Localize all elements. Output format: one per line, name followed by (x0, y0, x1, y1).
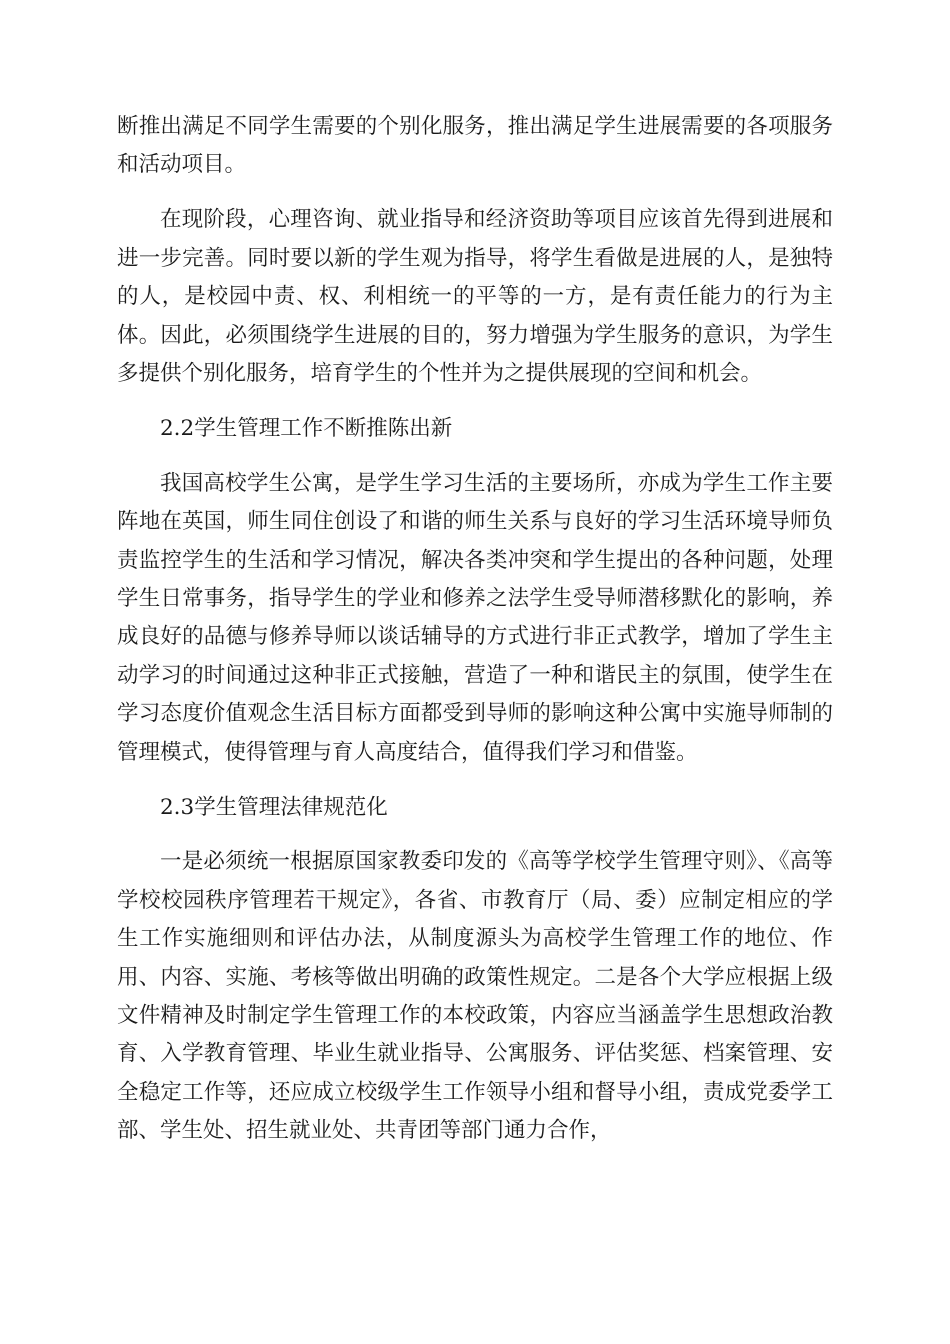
paragraph-continued: 断推出满足不同学生需要的个别化服务，推出满足学生进展需要的各项服务和活动项目。 (117, 114, 833, 178)
section-heading-2-2: 2.2学生管理工作不断推陈出新 (160, 415, 453, 441)
section-heading-2-3: 2.3学生管理法律规范化 (160, 794, 388, 820)
paragraph-law: 一是必须统一根据原国家教委印发的《高等学校学生管理守则》、《高等学校校园秩序管理若干规定》，各省、市教育厅（局、委）应制定相应的学生工作实施细则和评估办法，从制度源头为高校学生管理工作的地位、作用、内容、实施、考核等做出明确的政策性规定。二是各个大学应根据上级文件精神及时制定学生管理工作的本校政策，内容应当涵盖学生思想政治教育、入学教育管理、毕业生就业指导、公寓服务、评估奖惩、档案管理、安全稳定工作等，还应成立校级学生工作领导小组和督导小组，责成党委学工部、学生处、招生就业处、共青团等部门通力合作， (117, 849, 833, 1144)
paragraph-apartment: 我国高校学生公寓，是学生学习生活的主要场所，亦成为学生工作主要阵地在英国，师生同住创设了和谐的师生关系与良好的学习生活环境导师负责监控学生的生活和学习情况，解决各类冲突和学生提出的各种问题，处理学生日常事务，指导学生的学业和修养之法学生受导师潜移默化的影响，养成良好的品德与修养导师以谈话辅导的方式进行非正式教学，增加了学生主动学习的时间通过这种非正式接触，营造了一种和谐民主的氛围，使学生在学习态度价值观念生活目标方面都受到导师的影响这种公寓中实施导师制的管理模式，使得管理与育人高度结合，值得我们学习和借鉴。 (117, 470, 833, 765)
document-body (117, 108, 833, 1167)
paragraph-current-stage: 在现阶段，心理咨询、就业指导和经济资助等项目应该首先得到进展和进一步完善。同时要以新的学生观为指导，将学生看做是进展的人，是独特的人，是校园中责、权、利相统一的平等的一方，是有责任能力的行为主体。因此，必须围绕学生进展的目的，努力增强为学生服务的意识，为学生多提供个别化服务，培育学生的个性并为之提供展现的空间和机会。 (117, 207, 833, 386)
